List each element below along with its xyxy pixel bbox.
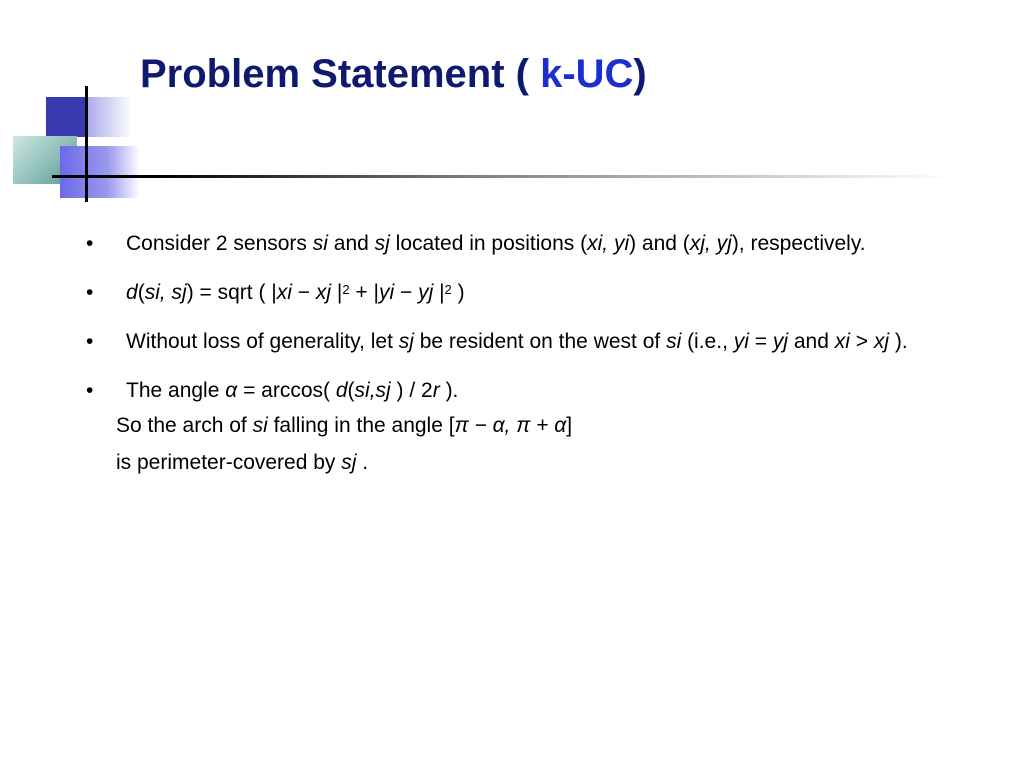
angle-range: π − α, π + α xyxy=(454,414,567,437)
vertical-rule xyxy=(85,86,88,202)
var-sj: sj xyxy=(398,330,414,353)
text: ), respectively. xyxy=(731,232,866,255)
text: located in positions ( xyxy=(389,232,588,255)
text: (i.e., xyxy=(681,330,734,353)
bullet-dot: • xyxy=(86,281,94,304)
bullet-2 xyxy=(86,277,966,308)
decorative-logo-block xyxy=(0,0,150,210)
exponent: 2 xyxy=(444,282,452,297)
text: > xyxy=(849,330,874,353)
var-d: d xyxy=(335,379,348,402)
text: The angle xyxy=(126,379,226,402)
text: be resident on the west of xyxy=(413,330,667,353)
var-r: r xyxy=(432,379,440,402)
var-xi: xi xyxy=(834,330,850,353)
var-si: si xyxy=(666,330,682,353)
var-xj: xj xyxy=(315,281,332,304)
var-xjyj: xj, yj xyxy=(689,232,732,255)
bullet-dot: • xyxy=(86,232,94,255)
var-sisj: si, sj xyxy=(144,281,187,304)
dark-blue-square xyxy=(46,97,86,137)
text: falling in the angle [ xyxy=(267,414,455,437)
text: Consider 2 sensors xyxy=(126,232,313,255)
var-yj: yj xyxy=(418,281,434,304)
var-alpha: α xyxy=(225,379,238,402)
bullet-1 xyxy=(86,228,966,259)
text: ] xyxy=(566,414,573,437)
text: − xyxy=(291,281,316,304)
text: So the arch of xyxy=(116,414,253,437)
text: ) xyxy=(451,281,465,304)
continuation-line-2 xyxy=(86,447,966,478)
light-blue-square xyxy=(86,97,132,137)
text: . xyxy=(356,451,369,474)
text: and xyxy=(788,330,835,353)
text: | xyxy=(433,281,445,304)
var-sisj: si,sj xyxy=(354,379,391,402)
blue-gradient-square xyxy=(60,146,140,198)
text: is perimeter-covered by xyxy=(116,451,342,474)
text: | xyxy=(331,281,343,304)
var-xi: xi xyxy=(276,281,292,304)
var-yi: yi xyxy=(378,281,395,304)
text: ) / 2 xyxy=(390,379,433,402)
var-xiyi: xi, yi xyxy=(587,232,630,255)
var-si: si xyxy=(312,232,328,255)
exponent: 2 xyxy=(342,282,350,297)
title-prefix: Problem Statement ( xyxy=(140,52,541,96)
text: ). xyxy=(439,379,459,402)
text: + | xyxy=(349,281,379,304)
bullet-dot: • xyxy=(86,330,94,353)
var-xj: xj xyxy=(873,330,890,353)
text: ( xyxy=(137,281,145,304)
title-accent: k-UC xyxy=(540,52,634,96)
bullet-4 xyxy=(86,375,966,406)
text: − xyxy=(394,281,419,304)
slide-body xyxy=(86,228,966,478)
text: and xyxy=(327,232,375,255)
text: Without loss of generality, let xyxy=(126,330,399,353)
title-underline-rule xyxy=(52,175,952,178)
slide-title xyxy=(140,52,647,97)
var-yj: yj xyxy=(772,330,789,353)
bullet-dot: • xyxy=(86,379,94,402)
text: = arccos( xyxy=(237,379,336,402)
var-sj: sj xyxy=(341,451,357,474)
text: ) = sqrt ( | xyxy=(186,281,277,304)
bullet-3 xyxy=(86,326,966,357)
text: ( xyxy=(347,379,355,402)
text: = xyxy=(748,330,773,353)
title-suffix: ) xyxy=(633,52,647,96)
text: ). xyxy=(889,330,908,353)
text: ) and ( xyxy=(629,232,690,255)
var-si: si xyxy=(252,414,268,437)
var-d: d xyxy=(126,281,138,304)
var-sj: sj xyxy=(374,232,390,255)
continuation-line-1 xyxy=(86,410,966,441)
var-yi: yi xyxy=(733,330,749,353)
